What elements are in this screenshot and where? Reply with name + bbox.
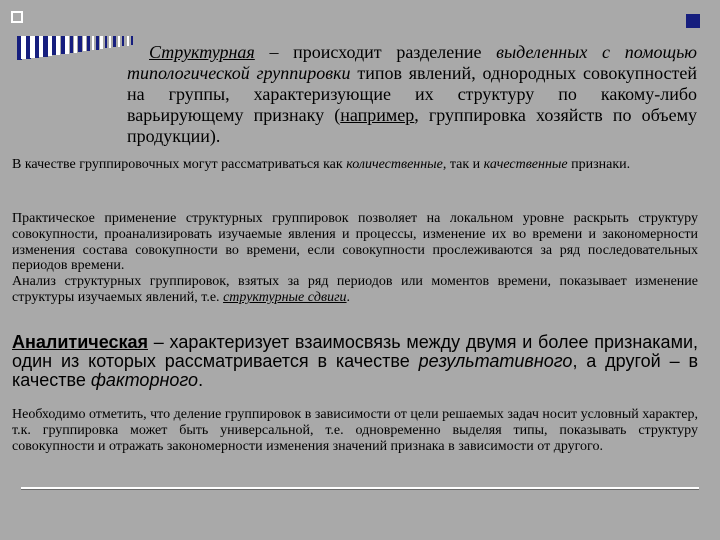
- structural-shifts-term: структурные сдвиги: [223, 289, 347, 305]
- decorative-bar: [56, 36, 60, 55]
- top-right-square: [686, 14, 700, 28]
- paragraph-note: Необходимо отметить, что деление группировок в зависимости от цели решаемых задач носит условный характер, т.к. группировка может быть универсальной, т.е. одновременно выделяя типы, показывать структуру совокупности и отражать закономерности изменения значений признака в зависимости от другого.: [12, 407, 698, 454]
- decorative-bar: [83, 36, 86, 51]
- decorative-bar: [61, 36, 65, 54]
- decorative-bar: [87, 36, 90, 51]
- term-structural: Структурная: [149, 42, 255, 62]
- paragraph-analytical: Аналитическая – характеризует взаимосвязь между двумя и более признаками, один из которых рассматривается в качестве результативного, а другой – в качестве факторного.: [12, 332, 699, 390]
- decorative-bar: [105, 36, 108, 48]
- paragraph-practical-use: [12, 211, 698, 306]
- paragraph-grouping-signs: В качестве группировочных могут рассматриваться как количественные, так и качественные признаки.: [12, 157, 631, 172]
- decorative-bar: [96, 36, 99, 50]
- decorative-bar: [109, 36, 111, 48]
- term-analytical: Аналитическая: [12, 332, 149, 352]
- corner-square-outline: [11, 11, 23, 23]
- paragraph-structural: Структурная – происходит разделение выделенных с помощью типологической группировки типов явлений, однородных совокупностей на группы, характеризующие их структуру по какому-либо варьирующему признаку (например, группировка хозяйств по объему продукции).: [127, 42, 697, 146]
- decorative-bar: [74, 36, 77, 53]
- bottom-divider: [21, 487, 699, 489]
- decorative-bar: [78, 36, 81, 52]
- decorative-bar: [70, 36, 74, 53]
- analysis-text: Анализ структурных группировок, взятых за ряд периодов или моментов времени, показывает изменение структуры изучаемых явлений, т.е. структурные сдвиги.: [12, 274, 698, 305]
- practical-text: Практическое применение структурных группировок позволяет на локальном уровне раскрыть структуру совокупности, проанализировать изучаемые явления и процессы, изменение их во времени и закономерности изменения состава совокупности во времени, если совокупности прослеживаются за ряд последовательных периодов времени.: [12, 211, 698, 274]
- decorative-bar: [122, 36, 124, 46]
- decorative-bar: [65, 36, 69, 54]
- example-link: например: [340, 105, 415, 125]
- decorative-bar: [118, 36, 120, 47]
- decorative-bar: [92, 36, 95, 50]
- decorative-bar: [113, 36, 115, 47]
- decorative-bar: [100, 36, 103, 49]
